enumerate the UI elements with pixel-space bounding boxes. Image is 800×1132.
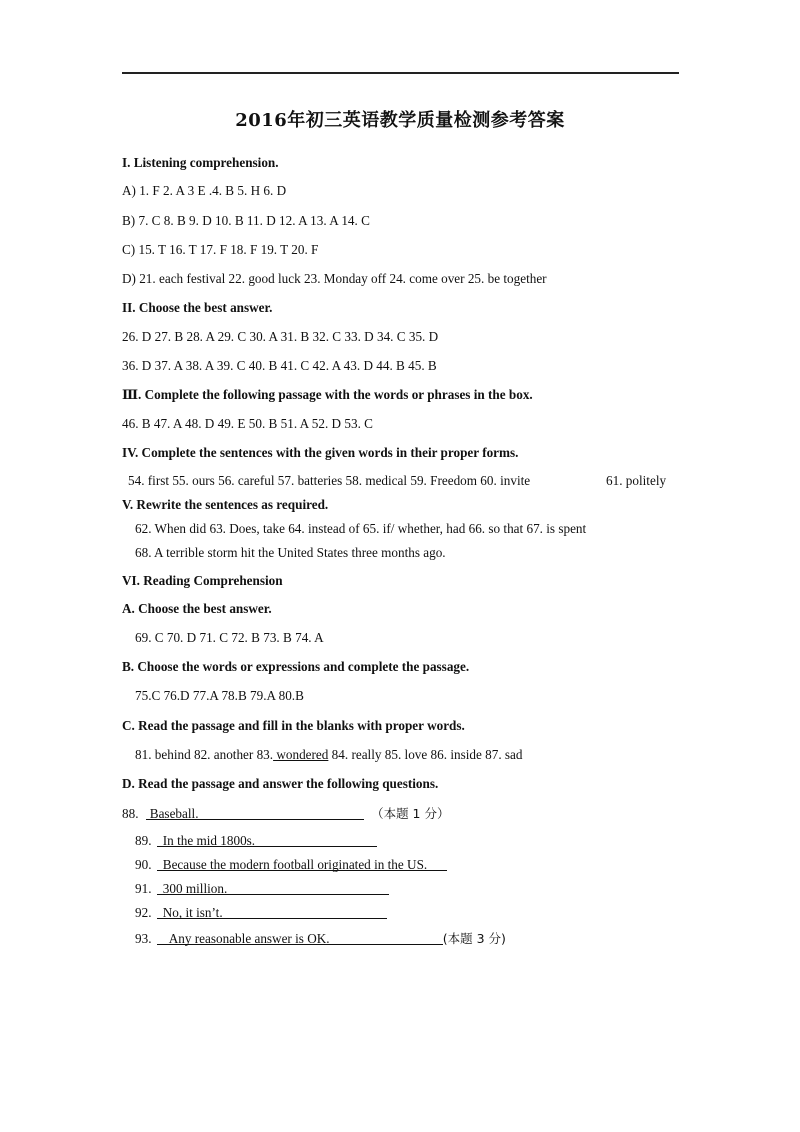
qa-number: 93. <box>135 931 152 946</box>
qa-item-88 <box>122 806 449 822</box>
answer-line-6a: 69. C 70. D 71. C 72. B 73. B 74. A <box>135 630 324 645</box>
header-rule <box>122 72 679 74</box>
qa-number: 92. <box>135 905 152 920</box>
answer-line-5b: 68. A terrible storm hit the United States three months ago. <box>135 545 446 560</box>
answer-6c-part-2: wondered <box>273 747 329 762</box>
answer-6c-part-1: 81. behind 82. another 83. <box>135 747 274 762</box>
section-6c-heading: C. Read the passage and fill in the blanks with proper words. <box>122 718 465 733</box>
qa-number: 88. <box>122 806 139 821</box>
qa-answer: Because the modern football originated in the US. <box>162 857 428 872</box>
qa-item-89 <box>135 833 377 849</box>
qa-number: 90. <box>135 857 152 872</box>
qa-item-92 <box>135 905 387 921</box>
answer-line-6b: 75.C 76.D 77.A 78.B 79.A 80.B <box>135 688 304 703</box>
qa-item-91 <box>135 881 389 897</box>
answer-line-4a: 54. first 55. ours 56. careful 57. batteries 58. medical 59. Freedom 60. invite <box>128 473 531 488</box>
answer-blank <box>157 931 443 945</box>
section-2-heading: II. Choose the best answer. <box>122 300 273 315</box>
section-6a-heading: A. Choose the best answer. <box>122 601 272 616</box>
section-3-heading: Ⅲ. Complete the following passage with the words or phrases in the box. <box>122 387 533 402</box>
answer-blank <box>157 833 377 847</box>
qa-number: 89. <box>135 833 152 848</box>
score-note: （本题 1 分） <box>371 806 450 821</box>
answer-line-2b: 36. D 37. A 38. A 39. C 40. B 41. C 42. A 43. D 44. B 45. B <box>122 358 437 373</box>
qa-answer: 300 million. <box>162 881 228 896</box>
score-note: (本题 3 分) <box>442 931 506 946</box>
section-1-heading: I. Listening comprehension. <box>122 155 279 170</box>
qa-answer: In the mid 1800s. <box>162 833 256 848</box>
answer-blank <box>157 857 447 871</box>
answer-line-1d: D) 21. each festival 22. good luck 23. Monday off 24. come over 25. be together <box>122 271 547 286</box>
answer-line-5a: 62. When did 63. Does, take 64. instead of 65. if/ whether, had 66. so that 67. is spent <box>135 521 587 536</box>
qa-answer: No, it isn’t. <box>162 905 223 920</box>
answer-line-1b: B) 7. C 8. B 9. D 10. B 11. D 12. A 13. A 14. C <box>122 213 370 228</box>
qa-answer: Any reasonable answer is OK. <box>168 931 330 946</box>
answer-line-1a: A) 1. F 2. A 3 E .4. B 5. H 6. D <box>122 183 287 198</box>
qa-number: 91. <box>135 881 152 896</box>
section-6-heading: VI. Reading Comprehension <box>122 573 283 588</box>
page-title: 2016年初三英语教学质量检测参考答案 <box>235 110 565 131</box>
qa-item-93 <box>135 931 506 947</box>
section-4-heading: IV. Complete the sentences with the given words in their proper forms. <box>122 445 519 460</box>
answer-line-4b: 61. politely <box>606 473 667 488</box>
answer-line-1c: C) 15. T 16. T 17. F 18. F 19. T 20. F <box>122 242 319 257</box>
answer-line-6c <box>135 747 523 763</box>
answer-blank <box>157 881 389 895</box>
answer-line-3a: 46. B 47. A 48. D 49. E 50. B 51. A 52. D 53. C <box>122 416 373 431</box>
answer-line-2a: 26. D 27. B 28. A 29. C 30. A 31. B 32. C 33. D 34. C 35. D <box>122 329 439 344</box>
qa-answer: Baseball. <box>149 806 199 821</box>
qa-item-90 <box>135 857 447 873</box>
answer-blank <box>146 806 364 820</box>
section-6b-heading: B. Choose the words or expressions and complete the passage. <box>122 659 470 674</box>
section-6d-heading: D. Read the passage and answer the following questions. <box>122 776 439 791</box>
answer-6c-part-3: 84. really 85. love 86. inside 87. sad <box>328 747 523 762</box>
section-5-heading: V. Rewrite the sentences as required. <box>122 497 329 512</box>
answer-blank <box>157 905 387 919</box>
